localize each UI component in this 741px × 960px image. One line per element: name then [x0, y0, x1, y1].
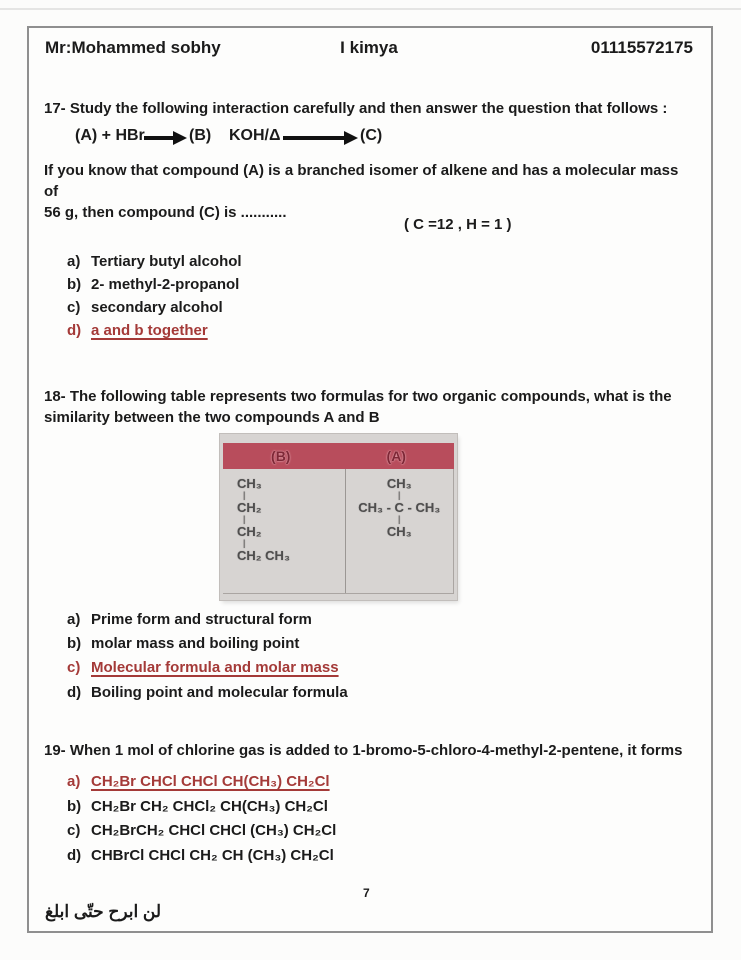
q18-option-c-answer	[67, 658, 339, 678]
option-text: CH₂BrCH₂ CHCl CHCl (CH₃) CH₂Cl	[91, 822, 337, 839]
option-text: a and b together	[91, 322, 208, 339]
bond-line: |	[397, 490, 401, 500]
table-column-b	[223, 469, 346, 593]
q17-option-c	[67, 298, 223, 318]
teacher-name: Mr:Mohammed sobhy	[45, 38, 221, 57]
option-text: molar mass and boiling point	[91, 635, 300, 652]
option-text: CH₂Br CHCl CHCl CH(CH₃) CH₂Cl	[91, 773, 330, 790]
q18-stem-line1: 18- The following table represents two formulas for two organic compounds, what is the	[44, 388, 672, 405]
q17-body-line2: 56 g, then compound (C) is ...........	[44, 204, 287, 221]
formula-line: CH₃	[386, 476, 412, 491]
option-letter: d)	[67, 847, 82, 864]
table-header-a: (A)	[386, 448, 406, 464]
reaction-arrow-icon	[282, 130, 358, 146]
q18-table-image	[220, 434, 457, 600]
formula-line: CH₂	[237, 500, 262, 515]
q19-option-c	[67, 821, 336, 841]
option-text: CHBrCl CHCl CH₂ CH (CH₃) CH₂Cl	[91, 847, 334, 864]
reaction-intermediate: (B)	[189, 127, 212, 144]
option-letter: a)	[67, 253, 81, 270]
subject-title: I kimya	[340, 38, 398, 57]
formula-line: CH₂	[237, 524, 262, 539]
option-letter: c)	[67, 822, 81, 839]
reaction-product: (C)	[360, 127, 383, 144]
option-text: secondary alcohol	[91, 299, 223, 316]
option-letter: a)	[67, 611, 81, 628]
page-header	[45, 38, 693, 58]
formula-line: CH₃	[237, 476, 262, 491]
bond-line: |	[243, 514, 246, 524]
q17-reaction-scheme	[29, 124, 711, 152]
formula-line: CH₃	[386, 524, 412, 539]
q17-stem: 17- Study the following interaction carefully and then answer the question that follows :	[44, 100, 668, 117]
option-letter: b)	[67, 276, 82, 293]
option-letter: d)	[67, 322, 82, 339]
option-letter: c)	[67, 299, 81, 316]
bond-line: |	[243, 538, 246, 548]
formula-line: CH₃ - C - CH₃	[358, 500, 441, 515]
option-text: Boiling point and molecular formula	[91, 684, 348, 701]
reaction-reactants: (A) + HBr	[75, 127, 145, 144]
option-text: CH₂Br CH₂ CHCl₂ CH(CH₃) CH₂Cl	[91, 798, 328, 815]
q18-option-b	[67, 634, 299, 654]
formula-line: CH₂ CH₃	[237, 548, 290, 563]
option-text: Molecular formula and molar mass	[91, 659, 339, 676]
reaction-arrow-icon	[143, 130, 187, 146]
q17-body	[44, 160, 696, 223]
q19-option-b	[67, 797, 328, 817]
q18-option-a	[67, 610, 312, 630]
q18-stem-line2: similarity between the two compounds A and B	[44, 409, 380, 426]
option-letter: d)	[67, 684, 82, 701]
bond-line: |	[397, 514, 401, 524]
option-letter: b)	[67, 635, 82, 652]
table-column-a	[346, 469, 454, 593]
phone-number: 01115572175	[590, 38, 693, 57]
table-header-row	[223, 443, 454, 469]
option-letter: c)	[67, 659, 81, 676]
option-text: Prime form and structural form	[91, 611, 312, 628]
option-letter: a)	[67, 773, 81, 790]
q17-body-line1: If you know that compound (A) is a branched isomer of alkene and has a molecular mass of	[44, 162, 679, 200]
q19-option-d	[67, 846, 334, 866]
page-border-frame	[27, 26, 713, 933]
page-number: 7	[363, 886, 370, 900]
option-text: Tertiary butyl alcohol	[91, 253, 242, 270]
q17-option-b	[67, 275, 239, 295]
arabic-motto: لن ابرح حتّى ابلغ	[45, 902, 162, 921]
option-text: 2- methyl-2-propanol	[91, 276, 240, 293]
q19-stem: 19- When 1 mol of chlorine gas is added to 1-bromo-5-chloro-4-methyl-2-pentene, it forms	[44, 742, 683, 759]
q18-stem	[44, 386, 696, 428]
reaction-condition: KOH/Δ	[229, 127, 281, 144]
table-body	[223, 469, 454, 594]
scan-artifact-line	[0, 8, 741, 10]
table-header-b: (B)	[271, 448, 291, 464]
q17-given-data: ( C =12 , H = 1 )	[404, 216, 512, 233]
bond-line: |	[243, 490, 246, 500]
q19-option-a-answer	[67, 772, 330, 792]
q17-option-d-answer	[67, 321, 208, 341]
option-letter: b)	[67, 798, 82, 815]
q17-option-a	[67, 252, 242, 272]
q18-option-d	[67, 683, 348, 703]
